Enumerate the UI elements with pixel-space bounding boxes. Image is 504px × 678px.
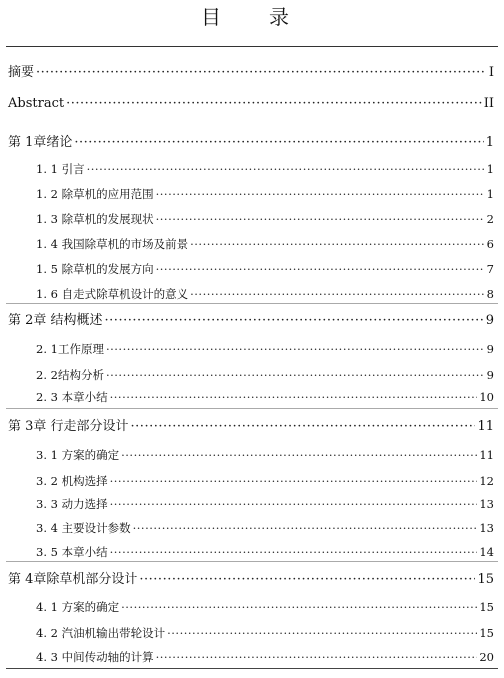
toc-page-number: 11 (477, 419, 494, 434)
toc-entry-label: 第 3章 行走部分设计 (8, 419, 129, 434)
toc-entry-label: 4. 3 中间传动轴的计算 (36, 650, 154, 664)
toc-chapter-entry[interactable] (8, 134, 494, 152)
toc-entry-label: 第 2章 结构概述 (8, 313, 103, 328)
toc-section-entry[interactable] (36, 598, 494, 616)
dot-leader (74, 134, 483, 152)
toc-page-number: 7 (486, 262, 494, 276)
toc-entry-label: 3. 4 主要设计参数 (36, 521, 131, 535)
toc-section-entry[interactable] (36, 519, 494, 537)
dot-leader (190, 285, 484, 303)
toc-chapter-entry[interactable] (8, 312, 494, 330)
toc-section-entry[interactable] (36, 260, 494, 278)
toc-page-number: 10 (479, 390, 494, 404)
toc-section-entry[interactable] (36, 543, 494, 561)
dot-leader (110, 543, 478, 561)
toc-entry-label: 摘要 (8, 65, 35, 80)
toc-section-entry[interactable] (36, 495, 494, 513)
toc-entry-label: 第 1章绪论 (8, 135, 73, 150)
toc-page-number: 8 (486, 287, 494, 301)
toc-entry-label: 2. 3 本章小结 (36, 390, 108, 404)
dot-leader (156, 260, 484, 278)
toc-page-number: 6 (486, 237, 494, 251)
dot-leader (139, 571, 475, 589)
toc-entry-label: 1. 1 引言 (36, 162, 85, 176)
dot-leader (106, 340, 484, 358)
toc-page-number: 2 (486, 212, 494, 226)
toc-entry-label: 1. 6 自走式除草机设计的意义 (36, 287, 189, 301)
toc-section-entry[interactable] (36, 446, 494, 464)
dot-leader (110, 495, 478, 513)
toc-page-number: 9 (485, 313, 494, 328)
toc-entry-label: 3. 2 机构选择 (36, 474, 108, 488)
dot-leader (110, 472, 478, 490)
toc-entry-label: 2. 1工作原理 (36, 342, 104, 356)
dot-leader (190, 235, 484, 253)
toc-entry-label: 1. 2 除草机的应用范围 (36, 187, 154, 201)
dot-leader (156, 185, 484, 203)
toc-chapter-entry[interactable] (8, 418, 494, 436)
toc-entry-label: 3. 5 本章小结 (36, 545, 108, 559)
dot-leader (121, 446, 477, 464)
toc-page-number: 15 (479, 626, 494, 640)
toc-section-entry[interactable] (36, 648, 494, 666)
toc-page-number: 9 (486, 342, 494, 356)
dot-leader (131, 418, 476, 436)
toc-page-number: 14 (479, 545, 494, 559)
toc-page-number: 20 (479, 650, 494, 664)
toc-section-entry[interactable] (36, 185, 494, 203)
toc-page-number: 15 (479, 600, 494, 614)
section-divider (6, 303, 498, 304)
dot-leader (133, 519, 478, 537)
toc-entry-label: 1. 4 我国除草机的市场及前景 (36, 237, 189, 251)
page-title: 目 录 (201, 5, 303, 29)
toc-section-entry[interactable] (36, 160, 494, 178)
toc-page-number: 1 (486, 187, 494, 201)
toc-section-entry[interactable] (36, 472, 494, 490)
toc-section-entry[interactable] (36, 340, 494, 358)
toc-entry-label: 2. 2结构分析 (36, 368, 104, 382)
toc-page-number: 11 (479, 448, 494, 462)
toc-page-number: I (488, 65, 494, 80)
toc-entry-label: 4. 1 方案的确定 (36, 600, 120, 614)
toc-section-entry[interactable] (36, 366, 494, 384)
toc-page-number: 9 (486, 368, 494, 382)
dot-leader (156, 648, 478, 666)
dot-leader (167, 624, 477, 642)
toc-chapter-entry[interactable] (8, 95, 494, 113)
toc-page-number: 13 (479, 497, 494, 511)
toc-section-entry[interactable] (36, 624, 494, 642)
toc-page-number: 1 (486, 162, 494, 176)
toc-section-entry[interactable] (36, 285, 494, 303)
dot-leader (106, 366, 484, 384)
dot-leader (121, 598, 477, 616)
dot-leader (110, 388, 478, 406)
footer-rule (6, 668, 498, 669)
toc-entry-label: 1. 3 除草机的发展现状 (36, 212, 154, 226)
dot-leader (66, 95, 482, 113)
toc-entry-label: 4. 2 汽油机输出带轮设计 (36, 626, 166, 640)
toc-section-entry[interactable] (36, 235, 494, 253)
toc-chapter-entry[interactable] (8, 571, 494, 589)
toc-entry-label: 3. 3 动力选择 (36, 497, 108, 511)
toc-page-number: II (483, 96, 494, 111)
toc-entry-label: 3. 1 方案的确定 (36, 448, 120, 462)
toc-chapter-entry[interactable] (8, 64, 494, 82)
toc-entry-label: 第 4章除草机部分设计 (8, 572, 138, 587)
dot-leader (105, 312, 484, 330)
toc-section-entry[interactable] (36, 210, 494, 228)
toc-entry-label: 1. 5 除草机的发展方向 (36, 262, 154, 276)
toc-page-number: 1 (485, 135, 494, 150)
dot-leader (36, 64, 484, 82)
toc-section-entry[interactable] (36, 388, 494, 406)
section-divider (6, 561, 498, 562)
dot-leader (156, 210, 484, 228)
dot-leader (87, 160, 484, 178)
toc-page-number: 13 (479, 521, 494, 535)
section-divider (6, 408, 498, 409)
header-rule (6, 46, 498, 47)
toc-entry-label: Abstract (8, 96, 65, 111)
toc-page-number: 12 (479, 474, 494, 488)
toc-page-number: 15 (477, 572, 494, 587)
